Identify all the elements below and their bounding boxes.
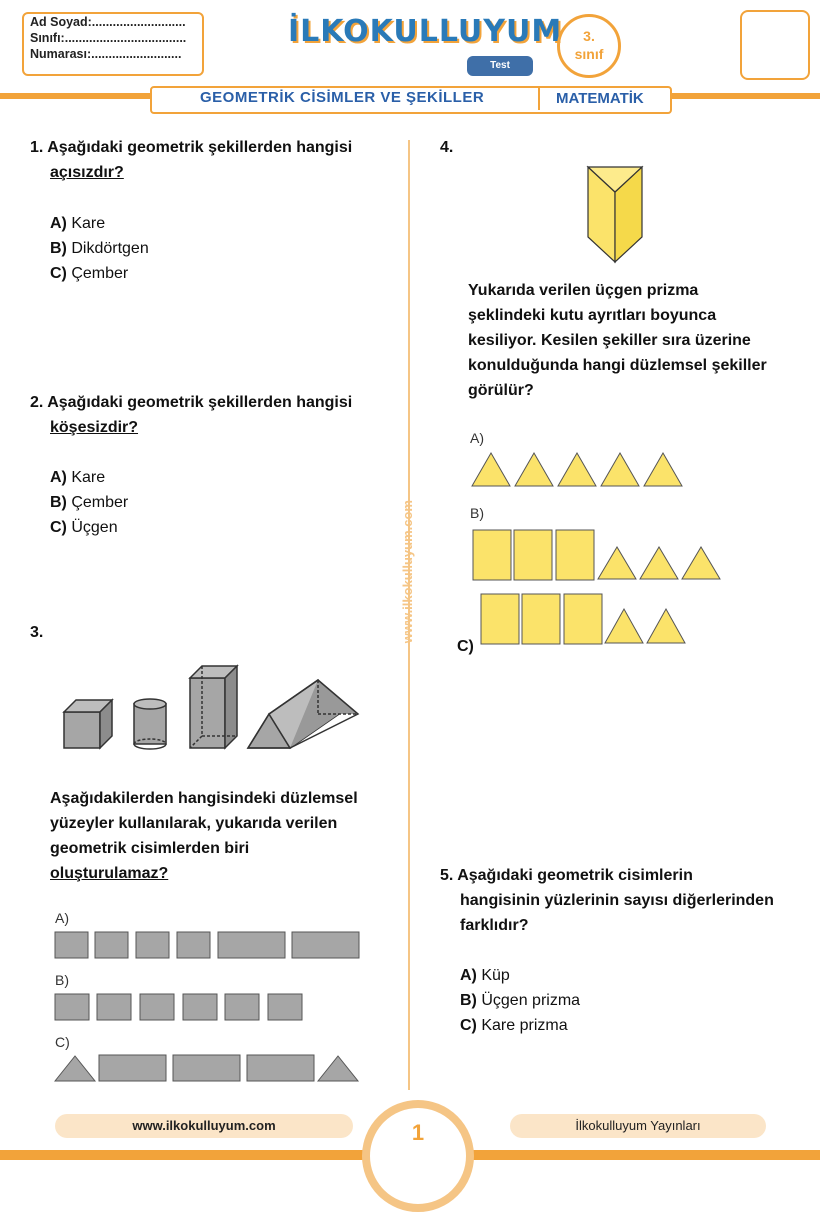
q4-option-a-label: A)	[470, 430, 484, 446]
footer-website[interactable]: www.ilkokulluyum.com	[55, 1114, 353, 1138]
question-3-line-2: yüzeyler kullanılarak, yukarıda verilen	[50, 815, 338, 832]
option-letter: B)	[50, 494, 67, 511]
watermark-text: www.ilkokulluyum.com	[400, 500, 415, 644]
triangle-shape	[55, 1056, 95, 1081]
option-letter: A)	[460, 967, 477, 984]
rectangle-shape	[173, 1055, 240, 1081]
triangle-shape	[640, 547, 678, 579]
option-letter: C)	[50, 265, 67, 282]
square-shape	[55, 994, 89, 1020]
question-5-line-2: hangisinin yüzlerinin sayısı diğerlerinden	[460, 892, 774, 909]
rectangle-shape	[522, 594, 560, 644]
solid-shapes-illustration	[60, 660, 360, 755]
student-info-box	[22, 12, 204, 76]
triangle-shape	[318, 1056, 358, 1081]
rectangle-shape	[247, 1055, 314, 1081]
grade-number: 3.	[583, 28, 595, 44]
option-letter: A)	[50, 215, 67, 232]
rectangle-shape	[292, 932, 359, 958]
option-letter: B)	[460, 992, 477, 1009]
question-4-line-1: Yukarıda verilen üçgen prizma	[468, 282, 699, 299]
question-2-line-2: köşesizdir?	[50, 419, 139, 436]
option-text: Üçgen	[71, 519, 118, 536]
option-text: Çember	[71, 265, 129, 282]
triangle-shape	[515, 453, 553, 486]
rectangular-prism-icon	[190, 666, 237, 748]
q4-option-b-label: B)	[470, 505, 484, 521]
worksheet-title: GEOMETRİK CİSİMLER VE ŞEKİLLER	[200, 89, 485, 106]
rectangle-shape	[218, 932, 285, 958]
rectangle-shape	[556, 530, 594, 580]
square-shape	[140, 994, 174, 1020]
rectangle-shape	[99, 1055, 166, 1081]
question-4-line-3: kesiliyor. Kesilen şekiller sıra üzerine	[468, 332, 751, 349]
question-3-number: 3.	[30, 624, 44, 641]
triangle-shape	[598, 547, 636, 579]
option-text: Dikdörtgen	[71, 240, 149, 257]
question-5-line-3: farklıdır?	[460, 917, 529, 934]
class-field[interactable]: Sınıfı:...................................	[30, 31, 187, 45]
q4-option-a-shapes[interactable]	[470, 450, 685, 490]
triangle-shape	[682, 547, 720, 579]
square-shape	[183, 994, 217, 1020]
q5-option-a[interactable]	[460, 963, 510, 988]
rectangle-shape	[481, 594, 519, 644]
question-4-line-4: konulduğunda hangi düzlemsel şekiller	[468, 357, 767, 374]
option-text: Çember	[71, 494, 129, 511]
footer-publisher: İlkokulluyum Yayınları	[510, 1114, 766, 1138]
number-field[interactable]: Numarası:..........................	[30, 47, 182, 61]
square-shape	[55, 932, 88, 958]
q4-option-c-label: C)	[457, 638, 474, 655]
question-4-line-5: görülür?	[468, 382, 534, 399]
triangle-shape	[558, 453, 596, 486]
option-text: Kare	[71, 469, 106, 486]
q4-option-b-shapes[interactable]	[472, 528, 722, 582]
question-4-number: 4.	[440, 139, 454, 156]
question-5-line-1: 5. Aşağıdaki geometrik cisimlerin	[440, 867, 693, 884]
title-separator	[538, 88, 540, 110]
page-number: 1	[411, 1120, 425, 1145]
cylinder-icon	[134, 699, 166, 749]
page-number-badge	[362, 1100, 474, 1212]
square-shape	[136, 932, 169, 958]
rectangle-shape	[473, 530, 511, 580]
q5-option-c[interactable]	[460, 1013, 568, 1038]
score-box	[740, 10, 810, 80]
q2-option-a[interactable]	[50, 465, 105, 490]
q5-option-b[interactable]	[460, 988, 580, 1013]
triangular-prism-icon	[248, 680, 358, 748]
question-3-line-1: Aşağıdakilerden hangisindeki düzlemsel	[50, 790, 358, 807]
brand-logo: İLKOKULLUYUM	[288, 14, 563, 49]
triangle-shape	[644, 453, 682, 486]
q4-option-c-shapes[interactable]	[480, 592, 690, 646]
q2-option-b[interactable]	[50, 490, 128, 515]
q3-option-c-shapes[interactable]	[54, 1052, 364, 1084]
square-shape	[225, 994, 259, 1020]
option-text: Küp	[481, 967, 510, 984]
question-3-line-3: geometrik cisimlerden biri	[50, 840, 250, 857]
square-shape	[177, 932, 210, 958]
grade-badge	[557, 14, 621, 78]
grade-word: sınıf	[574, 46, 604, 62]
triangular-prism-box-icon	[585, 162, 645, 264]
q1-option-a[interactable]	[50, 211, 105, 236]
name-field[interactable]: Ad Soyad:...........................	[30, 15, 186, 29]
option-letter: A)	[50, 469, 67, 486]
triangle-shape	[601, 453, 639, 486]
q2-option-c[interactable]	[50, 515, 118, 540]
question-1-line-2: açısızdır?	[50, 164, 124, 181]
question-2-line-1: 2. Aşağıdaki geometrik şekillerden hangisi	[30, 394, 353, 411]
test-badge: Test	[467, 56, 533, 76]
square-shape	[97, 994, 131, 1020]
option-letter: C)	[50, 519, 67, 536]
rectangle-shape	[514, 530, 552, 580]
question-3-line-4: oluşturulamaz?	[50, 865, 169, 882]
option-letter: C)	[460, 1017, 477, 1034]
q3-option-b-shapes[interactable]	[54, 992, 364, 1022]
subject-label: MATEMATİK	[556, 90, 644, 107]
q3-option-a-label: A)	[55, 910, 69, 926]
option-text: Kare	[71, 215, 106, 232]
option-text: Üçgen prizma	[481, 992, 581, 1009]
square-shape	[268, 994, 302, 1020]
cube-icon	[64, 700, 112, 748]
rectangle-shape	[564, 594, 602, 644]
option-letter: B)	[50, 240, 67, 257]
q1-option-c[interactable]	[50, 261, 128, 286]
triangle-shape	[472, 453, 510, 486]
triangle-shape	[605, 609, 643, 643]
square-shape	[95, 932, 128, 958]
q3-option-c-label: C)	[55, 1034, 70, 1050]
q3-option-a-shapes[interactable]	[54, 930, 364, 960]
option-text: Kare prizma	[481, 1017, 568, 1034]
q1-option-b[interactable]	[50, 236, 149, 261]
question-4-line-2: şeklindeki kutu ayrıtları boyunca	[468, 307, 717, 324]
triangle-shape	[647, 609, 685, 643]
question-1-line-1: 1. Aşağıdaki geometrik şekillerden hangisi	[30, 139, 353, 156]
q3-option-b-label: B)	[55, 972, 69, 988]
